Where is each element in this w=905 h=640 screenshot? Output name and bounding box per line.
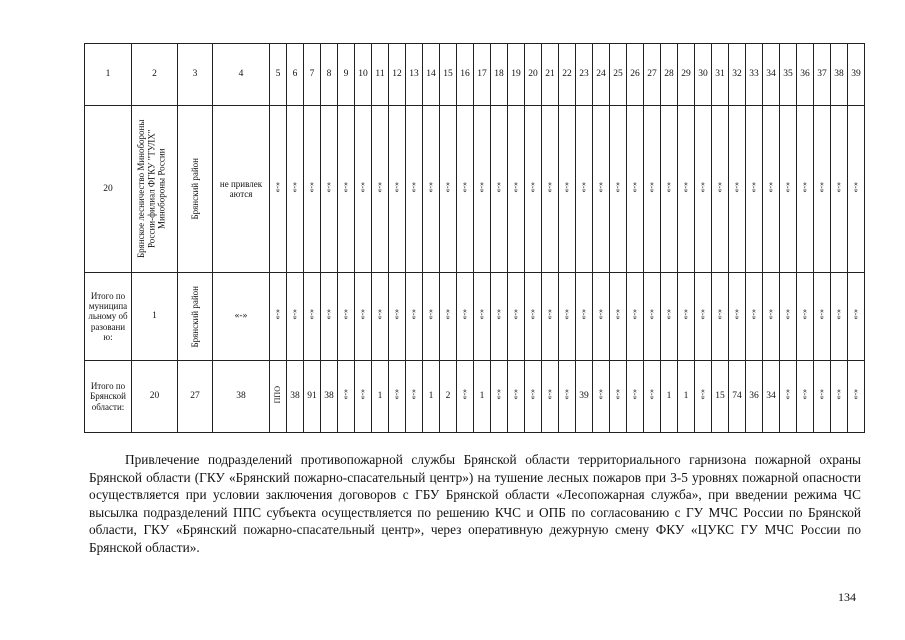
- column-header-12: 12: [389, 44, 406, 106]
- column-header-29: 29: [678, 44, 695, 106]
- column-header-22: 22: [559, 44, 576, 106]
- cell-value: «-»: [834, 309, 844, 320]
- cell-value: «-»: [443, 309, 453, 320]
- table-cell: [304, 273, 321, 361]
- column-header-39: 39: [848, 44, 865, 106]
- table-cell: [797, 361, 814, 433]
- column-header-28: 28: [661, 44, 678, 106]
- table-row-forestry: [85, 106, 865, 273]
- column-header-3: 3: [178, 44, 213, 106]
- cell-value: «-»: [545, 389, 555, 400]
- cell-value: «-»: [630, 309, 640, 320]
- column-header-15: 15: [440, 44, 457, 106]
- cell-value: «-»: [851, 389, 861, 400]
- cell-value: «-»: [409, 309, 419, 320]
- table-cell: [576, 273, 593, 361]
- cell-value: «-»: [817, 309, 827, 320]
- table-cell: [678, 361, 695, 433]
- table-cell: [287, 273, 304, 361]
- table-cell: [576, 361, 593, 433]
- table-cell: [372, 106, 389, 273]
- table-cell: [627, 361, 644, 433]
- column-header-5: 5: [270, 44, 287, 106]
- district-name: Брянский район: [189, 285, 200, 348]
- table-cell: [797, 273, 814, 361]
- district-cell: [178, 273, 213, 361]
- table-cell: [457, 273, 474, 361]
- column-header-24: 24: [593, 44, 610, 106]
- table-cell: [712, 106, 729, 273]
- table-cell: [338, 273, 355, 361]
- cell-value: «-»: [698, 389, 708, 400]
- cell-value: «-»: [732, 181, 742, 193]
- cell-value: 1: [428, 391, 434, 402]
- involvement-cell: [213, 106, 270, 273]
- cell-value: 15: [715, 391, 725, 402]
- cell-value: «-»: [307, 181, 317, 193]
- column-header-25: 25: [610, 44, 627, 106]
- cell-value: «-»: [528, 309, 538, 320]
- cell-value: «-»: [698, 181, 708, 193]
- cell-value: «-»: [562, 181, 572, 193]
- table-cell: [389, 361, 406, 433]
- table-cell: [593, 273, 610, 361]
- cell-value: 38: [290, 391, 300, 402]
- cell-value: «-»: [766, 181, 776, 193]
- table-cell: [542, 106, 559, 273]
- cell-value: «-»: [783, 389, 793, 400]
- table-cell: [780, 106, 797, 273]
- table-cell: [814, 361, 831, 433]
- table-cell: [695, 273, 712, 361]
- cell-value: 2: [445, 391, 451, 402]
- column-header-9: 9: [338, 44, 355, 106]
- cell-value: «-»: [834, 389, 844, 400]
- column-header-14: 14: [423, 44, 440, 106]
- cell-value: «-»: [443, 181, 453, 193]
- cell-value: «-»: [290, 309, 300, 320]
- table-cell: [848, 361, 865, 433]
- cell-value: 1: [683, 391, 689, 402]
- cell-value: «-»: [647, 389, 657, 400]
- cell-value: 34: [766, 391, 776, 402]
- table-cell: [576, 106, 593, 273]
- cell-value: «-»: [426, 309, 436, 320]
- cell-value: «-»: [681, 309, 691, 320]
- cell-value: 91: [307, 391, 317, 402]
- column-header-10: 10: [355, 44, 372, 106]
- fire-forces-table: [84, 43, 865, 433]
- column-header-23: 23: [576, 44, 593, 106]
- column-header-34: 34: [763, 44, 780, 106]
- table-cell: [287, 106, 304, 273]
- table-cell: [474, 273, 491, 361]
- table-cell: [712, 361, 729, 433]
- column-header-38: 38: [831, 44, 848, 106]
- table-cell: [763, 106, 780, 273]
- table-cell: [406, 106, 423, 273]
- cell-value: «-»: [460, 389, 470, 400]
- table-cell: [644, 106, 661, 273]
- cell-value: «-»: [596, 389, 606, 400]
- cell-value: «-»: [460, 309, 470, 320]
- table-cell: [525, 273, 542, 361]
- table-cell: [423, 361, 440, 433]
- column-header-16: 16: [457, 44, 474, 106]
- cell-value: «-»: [766, 309, 776, 320]
- column-header-18: 18: [491, 44, 508, 106]
- table-cell: [355, 106, 372, 273]
- column-header-36: 36: [797, 44, 814, 106]
- cell-value: «-»: [307, 309, 317, 320]
- page-number: 134: [838, 590, 856, 604]
- cell-value: «-»: [579, 309, 589, 320]
- table-cell: [814, 273, 831, 361]
- table-cell: [270, 273, 287, 361]
- region-total-label-cell: [85, 361, 132, 433]
- region-total-cell: 38: [213, 361, 270, 433]
- organization-cell: [132, 106, 178, 273]
- cell-value: «-»: [494, 181, 504, 193]
- cell-value: «-»: [545, 181, 555, 193]
- table-cell: [763, 361, 780, 433]
- table-cell: [270, 361, 287, 433]
- column-header-33: 33: [746, 44, 763, 106]
- cell-value: «-»: [800, 309, 810, 320]
- table-cell: [508, 106, 525, 273]
- table-cell: [321, 106, 338, 273]
- column-header-32: 32: [729, 44, 746, 106]
- table-cell: [406, 273, 423, 361]
- table-cell: [729, 273, 746, 361]
- cell-value: «-»: [596, 181, 606, 193]
- table-cell: [661, 273, 678, 361]
- table-cell: [627, 273, 644, 361]
- table-cell: [372, 361, 389, 433]
- cell-value: 74: [732, 391, 742, 402]
- column-header-21: 21: [542, 44, 559, 106]
- column-header-27: 27: [644, 44, 661, 106]
- table-cell: [440, 273, 457, 361]
- row-number-cell: 20: [85, 106, 132, 273]
- cell-value: «-»: [647, 309, 657, 320]
- column-header-37: 37: [814, 44, 831, 106]
- cell-value: ППО: [273, 385, 283, 404]
- table-header-row: [85, 44, 865, 106]
- region-total-label: Итого по Брянской области:: [90, 380, 126, 412]
- table-cell: [508, 361, 525, 433]
- table-cell: [304, 361, 321, 433]
- cell-value: «-»: [392, 389, 402, 400]
- table-cell: [457, 361, 474, 433]
- table-cell: [491, 106, 508, 273]
- table-cell: [270, 106, 287, 273]
- table-cell: [644, 361, 661, 433]
- cell-value: «-»: [630, 389, 640, 400]
- cell-value: «-»: [494, 309, 504, 320]
- cell-value: «-»: [783, 309, 793, 320]
- table-cell: [780, 273, 797, 361]
- cell-value: «-»: [477, 309, 487, 320]
- table-cell: [729, 106, 746, 273]
- cell-value: «-»: [324, 181, 334, 193]
- cell-value: «-»: [800, 389, 810, 400]
- cell-value: «-»: [375, 181, 385, 193]
- table-cell: [440, 361, 457, 433]
- cell-value: «-»: [613, 181, 623, 193]
- table-cell: [389, 106, 406, 273]
- table-cell: [729, 361, 746, 433]
- table-cell: [457, 106, 474, 273]
- column-header-8: 8: [321, 44, 338, 106]
- table-cell: [831, 361, 848, 433]
- column-header-1: 1: [85, 44, 132, 106]
- cell-value: 1: [666, 391, 672, 402]
- table-cell: [593, 106, 610, 273]
- cell-value: «-»: [477, 181, 487, 193]
- table-cell: [389, 273, 406, 361]
- cell-value: «-»: [630, 181, 640, 193]
- column-header-26: 26: [627, 44, 644, 106]
- column-header-17: 17: [474, 44, 491, 106]
- cell-value: «-»: [681, 181, 691, 193]
- table-cell: [627, 106, 644, 273]
- cell-value: «-»: [562, 309, 572, 320]
- table-cell: [814, 106, 831, 273]
- cell-value: 1: [377, 391, 383, 402]
- cell-value: «-»: [749, 309, 759, 320]
- table-cell: [474, 106, 491, 273]
- cell-value: 36: [749, 391, 759, 402]
- cell-value: «-»: [664, 309, 674, 320]
- cell-value: «-»: [392, 309, 402, 320]
- table-cell: [423, 273, 440, 361]
- column-header-20: 20: [525, 44, 542, 106]
- cell-value: «-»: [528, 181, 538, 193]
- column-header-31: 31: [712, 44, 729, 106]
- total-label-cell: [85, 273, 132, 361]
- table-cell: [661, 361, 678, 433]
- table-cell: [610, 106, 627, 273]
- table-cell: [848, 273, 865, 361]
- cell-value: «-»: [749, 181, 759, 193]
- body-paragraph: Привлечение подразделений противопожарной службы Брянской области территориального гарнизона пожарной охраны Брянской области (ГКУ «Брянский пожарно-спасательный центр») на тушение лесных пожаров при 3-5 уровнях пожарной опасности осуществляется при условии заключения договоров с ГБУ Брянской области «Лесопожарная служба», при введении режима ЧС высылка подразделений ППС субъекта осуществляется по решению КЧС и ОПБ по согласованию с ГУ МЧС России по Брянской области, ГКУ «Брянский пожарно-спасательный центр», через оперативную дежурную смену ФКУ «ЦУКС ГУ МЧС России по Брянской области».: [89, 452, 861, 555]
- table-cell: [746, 106, 763, 273]
- table-row-municipal-total: [85, 273, 865, 361]
- column-header-7: 7: [304, 44, 321, 106]
- organization-name: Брянское лесничество Минобороны России-филиал ФГКУ "ТУЛХ" Минобороны России: [135, 119, 167, 259]
- table-cell: [712, 273, 729, 361]
- table-cell: [559, 273, 576, 361]
- cell-value: «-»: [851, 309, 861, 320]
- table-cell: [678, 106, 695, 273]
- cell-value: «-»: [290, 181, 300, 193]
- cell-value: «-»: [698, 309, 708, 320]
- table-cell: [610, 361, 627, 433]
- table-cell: [491, 361, 508, 433]
- table-cell: [355, 273, 372, 361]
- table-cell: [304, 106, 321, 273]
- cell-value: «-»: [851, 181, 861, 193]
- cell-value: «-»: [528, 389, 538, 400]
- table-cell: [525, 361, 542, 433]
- column-header-4: 4: [213, 44, 270, 106]
- region-total-cell: 20: [132, 361, 178, 433]
- table-cell: [831, 273, 848, 361]
- table-cell: [559, 106, 576, 273]
- cell-value: «-»: [511, 181, 521, 193]
- cell-value: «-»: [715, 181, 725, 193]
- cell-value: «-»: [715, 309, 725, 320]
- column-header-2: 2: [132, 44, 178, 106]
- table-cell: [780, 361, 797, 433]
- cell-value: «-»: [375, 309, 385, 320]
- table-cell: [423, 106, 440, 273]
- table-cell: [559, 361, 576, 433]
- table-cell: [763, 273, 780, 361]
- column-header-6: 6: [287, 44, 304, 106]
- cell-value: «-»: [409, 181, 419, 193]
- cell-value: «-»: [732, 309, 742, 320]
- column-header-19: 19: [508, 44, 525, 106]
- table-cell: [338, 106, 355, 273]
- dash-cell: «-»: [213, 273, 270, 361]
- table-cell: [321, 361, 338, 433]
- cell-value: «-»: [834, 181, 844, 193]
- table-cell: [287, 361, 304, 433]
- cell-value: «-»: [460, 181, 470, 193]
- table-cell: [440, 106, 457, 273]
- table-cell: [661, 106, 678, 273]
- cell-value: «-»: [817, 181, 827, 193]
- table-cell: [695, 361, 712, 433]
- cell-value: 38: [324, 391, 334, 402]
- cell-value: «-»: [392, 181, 402, 193]
- table-row-region-total: [85, 361, 865, 433]
- column-header-11: 11: [372, 44, 389, 106]
- table-cell: [848, 106, 865, 273]
- cell-value: «-»: [273, 309, 283, 320]
- total-count-cell: 1: [132, 273, 178, 361]
- cell-value: «-»: [341, 389, 351, 400]
- column-header-30: 30: [695, 44, 712, 106]
- table-cell: [542, 361, 559, 433]
- cell-value: «-»: [341, 181, 351, 193]
- cell-value: «-»: [800, 181, 810, 193]
- table-cell: [593, 361, 610, 433]
- table-cell: [831, 106, 848, 273]
- table-cell: [746, 273, 763, 361]
- cell-value: «-»: [613, 309, 623, 320]
- table-cell: [525, 106, 542, 273]
- cell-value: «-»: [817, 389, 827, 400]
- cell-value: «-»: [358, 389, 368, 400]
- cell-value: 39: [579, 391, 589, 402]
- table-cell: [491, 273, 508, 361]
- table-cell: [508, 273, 525, 361]
- cell-value: «-»: [596, 309, 606, 320]
- column-header-13: 13: [406, 44, 423, 106]
- cell-value: «-»: [341, 309, 351, 320]
- total-label: Итого по муниципальному образованию:: [88, 290, 128, 343]
- table-cell: [474, 361, 491, 433]
- table-cell: [406, 361, 423, 433]
- table-cell: [338, 361, 355, 433]
- cell-value: «-»: [358, 181, 368, 193]
- cell-value: «-»: [562, 389, 572, 400]
- table-cell: [372, 273, 389, 361]
- cell-value: «-»: [494, 389, 504, 400]
- table-cell: [797, 106, 814, 273]
- cell-value: «-»: [358, 309, 368, 320]
- cell-value: «-»: [324, 309, 334, 320]
- cell-value: «-»: [273, 181, 283, 193]
- cell-value: «-»: [426, 181, 436, 193]
- column-header-35: 35: [780, 44, 797, 106]
- cell-value: «-»: [664, 181, 674, 193]
- cell-value: «-»: [545, 309, 555, 320]
- cell-value: «-»: [579, 181, 589, 193]
- table-cell: [644, 273, 661, 361]
- cell-value: «-»: [511, 309, 521, 320]
- table-cell: [321, 273, 338, 361]
- table-cell: [542, 273, 559, 361]
- table-cell: [695, 106, 712, 273]
- district-cell: [178, 106, 213, 273]
- cell-value: «-»: [511, 389, 521, 400]
- district-name: Брянский район: [189, 158, 200, 220]
- table-cell: [678, 273, 695, 361]
- cell-value: «-»: [409, 389, 419, 400]
- cell-value: «-»: [783, 181, 793, 193]
- cell-value: 1: [479, 391, 485, 402]
- cell-value: «-»: [647, 181, 657, 193]
- involvement-text: не привлекаются: [219, 178, 263, 199]
- table-cell: [746, 361, 763, 433]
- table-cell: [610, 273, 627, 361]
- region-total-cell: 27: [178, 361, 213, 433]
- cell-value: «-»: [613, 389, 623, 400]
- table-cell: [355, 361, 372, 433]
